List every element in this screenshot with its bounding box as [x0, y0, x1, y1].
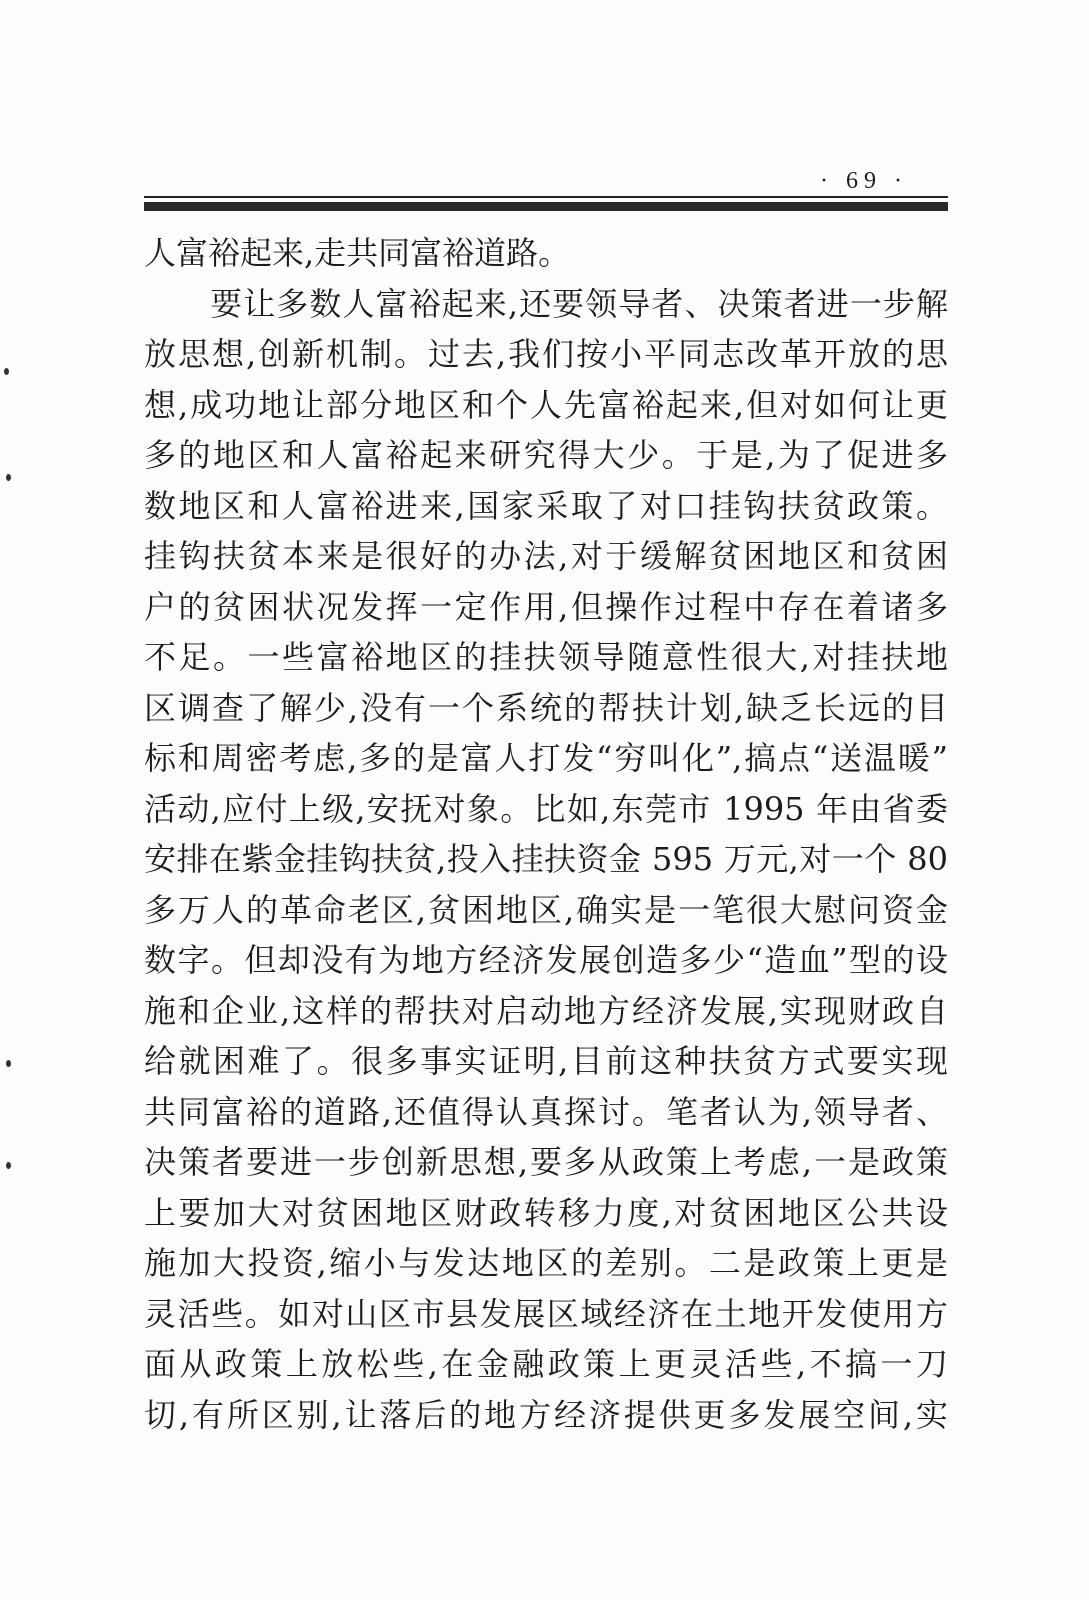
text-line: 数地区和人富裕进来,国家采取了对口挂钩扶贫政策。	[144, 486, 948, 525]
text-line: 数字。但却没有为地方经济发展创造多少“造血”型的设	[144, 941, 948, 979]
text-line: 面从政策上放松些,在金融政策上更灵活些,不搞一刀	[144, 1345, 948, 1383]
text-line: 给就困难了。很多事实证明,目前这种扶贫方式要实现	[144, 1042, 948, 1080]
text-line: 安排在紫金挂钩扶贫,投入挂扶资金 595 万元,对一个 80	[144, 840, 948, 878]
text-line: 多的地区和人富裕起来研究得大少。于是,为了促进多	[144, 436, 948, 474]
text-line: 想,成功地让部分地区和个人先富裕起来,但对如何让更	[144, 385, 948, 424]
text-line: 施加大投资,缩小与发达地区的差别。二是政策上更是	[144, 1244, 948, 1282]
text-line: 放思想,创新机制。过去,我们按小平同志改革开放的思	[144, 335, 948, 373]
text-line: 挂钩扶贫本来是很好的办法,对于缓解贫困地区和贫困	[144, 537, 948, 575]
text-line: 多万人的革命老区,贫困地区,确实是一笔很大慰问资金	[144, 890, 948, 929]
page-number: · 69 ·	[820, 168, 908, 194]
text-line: 户的贫困状况发挥一定作用,但操作过程中存在着诸多	[144, 587, 948, 626]
text-line: 不足。一些富裕地区的挂扶领导随意性很大,对挂扶地	[144, 638, 948, 676]
binding-hole-mark	[6, 1162, 11, 1169]
text-line: 标和周密考虑,多的是富人打发“穷叫化”,搞点“送温暖”	[144, 739, 948, 777]
binding-hole-mark	[6, 474, 11, 481]
text-line: 区调查了解少,没有一个系统的帮扶计划,缺乏长远的目	[144, 688, 948, 727]
header-rule-thin	[144, 196, 948, 198]
text-line: 决策者要进一步创新思想,要多从政策上考虑,一是政策	[144, 1143, 948, 1181]
text-line: 切,有所区别,让落后的地方经济提供更多发展空间,实	[144, 1395, 948, 1434]
text-line: 上要加大对贫困地区财政转移力度,对贫困地区公共设	[144, 1193, 948, 1232]
binding-hole-mark	[4, 368, 9, 375]
header-rule-thick	[144, 202, 948, 211]
text-line: 人富裕起来,走共同富裕道路。	[144, 234, 571, 272]
text-line: 施和企业,这样的帮扶对启动地方经济发展,实现财政自	[144, 991, 948, 1030]
text-line: 活动,应付上级,安抚对象。比如,东莞市 1995 年由省委	[144, 789, 948, 828]
binding-hole-mark	[6, 1060, 11, 1067]
text-line: 共同富裕的道路,还值得认真探讨。笔者认为,领导者、	[144, 1092, 948, 1131]
text-line: 要让多数人富裕起来,还要领导者、决策者进一步解	[144, 284, 948, 323]
body-text	[144, 228, 948, 1440]
text-line: 灵活些。如对山区市县发展区域经济在土地开发使用方	[144, 1294, 948, 1333]
